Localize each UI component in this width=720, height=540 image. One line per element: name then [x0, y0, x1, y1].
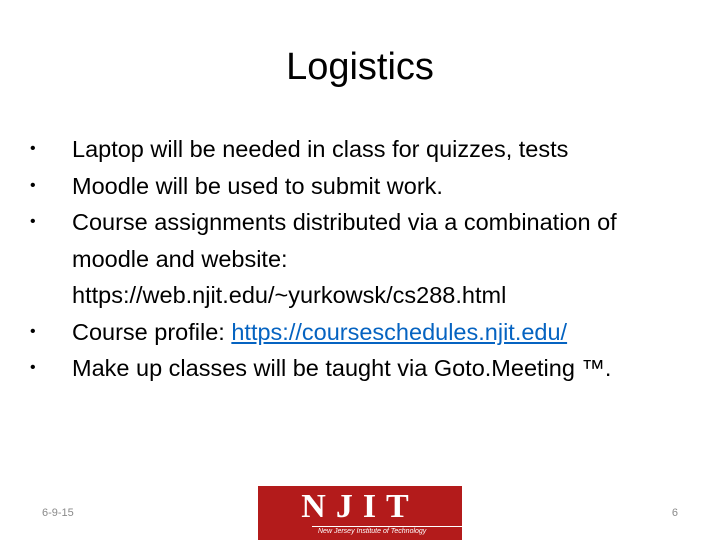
footer-date: 6-9-15: [42, 507, 74, 519]
bullet-dot-icon: •: [30, 140, 36, 157]
bullet-item: [30, 314, 700, 351]
bullet-item: [30, 350, 700, 387]
bullet-text: Laptop will be needed in class for quizzes, tests: [72, 136, 569, 162]
bullet-text: Course assignments distributed via a combination of moodle and website: https://web.njit.edu/~yurkowsk/cs288.html: [72, 209, 617, 308]
bullet-text: Moodle will be used to submit work.: [72, 172, 443, 199]
logo-divider: [312, 526, 462, 527]
bullet-item: [30, 131, 700, 168]
logo-subtitle: New Jersey Institute of Technology: [318, 528, 427, 535]
bullet-text: Course profile:: [72, 318, 232, 345]
bullet-dot-icon: •: [30, 176, 36, 194]
bullet-dot-icon: •: [30, 322, 36, 340]
bullet-dot-icon: •: [30, 213, 36, 230]
bullet-text: Make up classes will be taught via Goto.Meeting ™.: [72, 355, 612, 381]
course-profile-link[interactable]: https://courseschedules.njit.edu/: [231, 318, 568, 345]
bullet-list: [30, 131, 700, 387]
page-number: 6: [671, 507, 678, 519]
logo-wordmark: NJIT: [301, 488, 419, 525]
bullet-dot-icon: •: [30, 359, 36, 376]
slide-title: Logistics: [286, 46, 434, 88]
bullet-item: [30, 168, 700, 205]
bullet-item: [30, 204, 700, 314]
njit-logo: [258, 486, 462, 540]
